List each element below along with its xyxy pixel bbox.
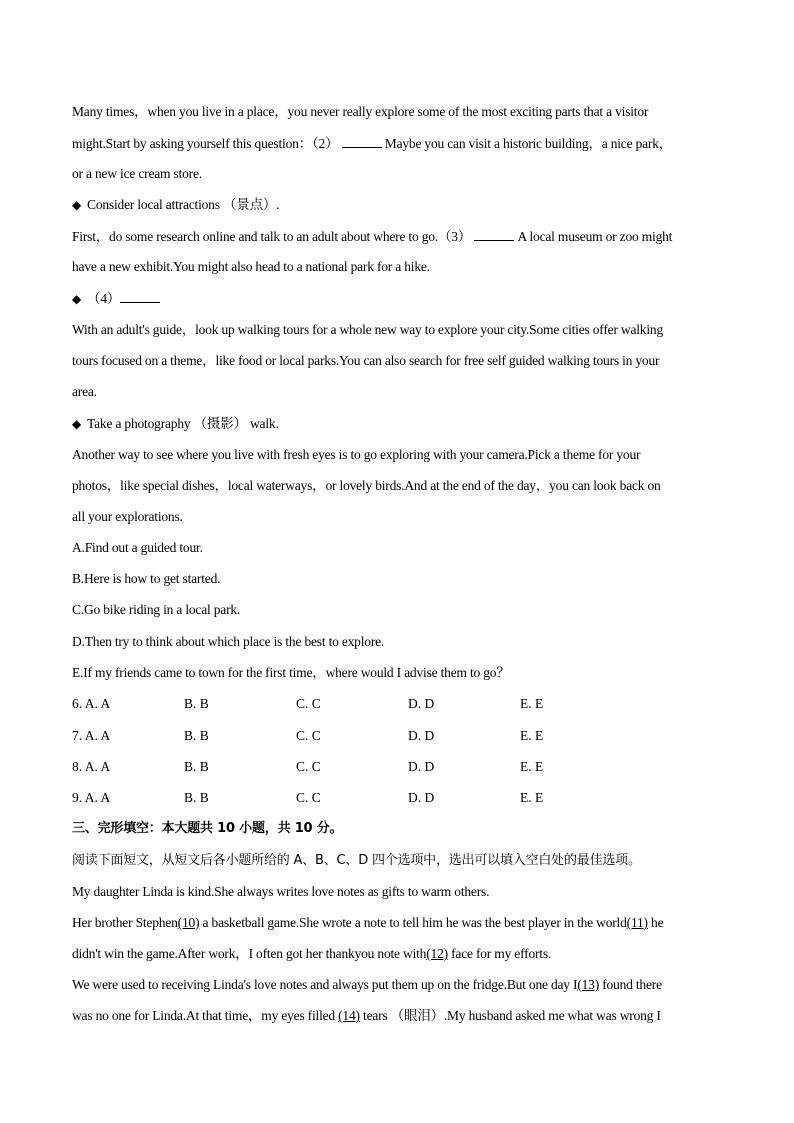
section-heading bbox=[72, 414, 279, 434]
option-c[interactable]: C. C bbox=[296, 696, 321, 711]
text-span: face for my efforts. bbox=[447, 946, 552, 961]
text-span: 三、完形填空：本大题共 bbox=[72, 821, 213, 836]
heading-text: （4） bbox=[87, 291, 121, 306]
option-a[interactable]: 9. A. A bbox=[72, 790, 111, 805]
option-a[interactable]: 6. A. A bbox=[72, 696, 111, 711]
text-span: 10 bbox=[294, 821, 313, 836]
choice-option: E.If my friends came to town for the first time，where would I advise them to go？ bbox=[72, 665, 510, 680]
option-d[interactable]: D. D bbox=[408, 790, 435, 805]
option-d[interactable]: D. D bbox=[408, 696, 435, 711]
paragraph-line: have a new exhibit.You might also head to a national park for a hike. bbox=[72, 259, 430, 274]
heading-text: Take a photography （摄影） walk. bbox=[87, 416, 279, 431]
diamond-bullet-icon: ◆ bbox=[72, 417, 82, 431]
instruction-text: 阅读下面短文，从短文后各小题所给的 A、B、C、D 四个选项中，选出可以填入空白处的最佳选项。 bbox=[72, 853, 641, 868]
section-title bbox=[72, 819, 342, 839]
text-span: a basketball game.She wrote a note to tell him he was the best player in the world bbox=[199, 915, 627, 930]
option-d[interactable]: D. D bbox=[408, 759, 435, 774]
option-a[interactable]: 8. A. A bbox=[72, 759, 111, 774]
option-c[interactable]: C. C bbox=[296, 728, 321, 743]
paragraph-line: My daughter Linda is kind.She always writes love notes as gifts to warm others. bbox=[72, 884, 490, 899]
paragraph-line: or a new ice cream store. bbox=[72, 166, 202, 181]
paragraph-line: tours focused on a theme，like food or local parks.You can also search for free self guided walking tours in your bbox=[72, 353, 660, 368]
option-b[interactable]: B. B bbox=[184, 696, 209, 711]
text-span: We were used to receiving Linda's love notes and always put them up on the fridge.But one day I bbox=[72, 977, 578, 992]
diamond-bullet-icon: ◆ bbox=[72, 198, 82, 212]
blank-number: (13) bbox=[577, 977, 600, 992]
option-c[interactable]: C. C bbox=[296, 790, 321, 805]
text-span: didn't win the game.After work，I often got her thankyou note with bbox=[72, 946, 427, 961]
text-span: 10 bbox=[217, 821, 235, 836]
text-span: 小题，共 bbox=[239, 821, 291, 836]
paragraph-line bbox=[72, 133, 672, 154]
text-span: tears （眼泪）.My husband asked me what was wrong I bbox=[359, 1008, 661, 1023]
text-span: was no one for Linda.At that time，my eyes filled bbox=[72, 1008, 339, 1023]
answer-blank bbox=[474, 226, 514, 241]
choice-option: D.Then try to think about which place is the best to explore. bbox=[72, 634, 385, 649]
paragraph-line bbox=[72, 913, 663, 933]
paragraph-line bbox=[72, 975, 662, 995]
paragraph-line: photos，like special dishes，local waterways，or lovely birds.And at the end of the day，you can look back on bbox=[72, 478, 661, 493]
option-c[interactable]: C. C bbox=[296, 759, 321, 774]
option-e[interactable]: E. E bbox=[520, 759, 544, 774]
paragraph-line: Many times，when you live in a place，you never really explore some of the most exciting parts that a visitor bbox=[72, 104, 649, 119]
option-e[interactable]: E. E bbox=[520, 790, 544, 805]
text-span: might.Start by asking yourself this question：（2） bbox=[72, 136, 339, 151]
text-span: Maybe you can visit a historic building，a nice park， bbox=[384, 136, 673, 151]
blank-number: (14) bbox=[338, 1008, 360, 1023]
paragraph-line bbox=[72, 226, 672, 247]
option-d[interactable]: D. D bbox=[408, 728, 435, 743]
paragraph-line: Another way to see where you live with fresh eyes is to go exploring with your camera.Pick a theme for your bbox=[72, 447, 641, 462]
answer-blank bbox=[342, 133, 382, 148]
section-heading bbox=[72, 288, 160, 309]
option-b[interactable]: B. B bbox=[184, 728, 209, 743]
blank-number: (12) bbox=[426, 946, 448, 961]
paragraph-line: With an adult's guide，look up walking tours for a whole new way to explore your city.Some cities offer walking bbox=[72, 322, 664, 337]
heading-text: Consider local attractions （景点）. bbox=[87, 197, 280, 212]
paragraph-line: area. bbox=[72, 384, 97, 399]
blank-number: (10) bbox=[177, 915, 200, 930]
diamond-bullet-icon: ◆ bbox=[72, 292, 82, 306]
section-heading bbox=[72, 195, 279, 215]
blank-number: (11) bbox=[626, 915, 648, 930]
answer-blank bbox=[120, 288, 160, 303]
text-span: Her brother Stephen bbox=[72, 915, 178, 930]
option-e[interactable]: E. E bbox=[520, 696, 544, 711]
text-span: he bbox=[647, 915, 664, 930]
option-e[interactable]: E. E bbox=[520, 728, 544, 743]
choice-option: C.Go bike riding in a local park. bbox=[72, 602, 241, 617]
text-span: A local museum or zoo might bbox=[517, 229, 673, 244]
text-span: found there bbox=[599, 977, 662, 992]
text-span: 分。 bbox=[316, 821, 343, 836]
paragraph-line: all your explorations. bbox=[72, 509, 183, 524]
option-b[interactable]: B. B bbox=[184, 790, 209, 805]
option-a[interactable]: 7. A. A bbox=[72, 728, 111, 743]
paragraph-line bbox=[72, 944, 551, 964]
choice-option: B.Here is how to get started. bbox=[72, 571, 221, 586]
choice-option: A.Find out a guided tour. bbox=[72, 540, 203, 555]
paragraph-line bbox=[72, 1006, 661, 1026]
text-span: First，do some research online and talk to an adult about where to go.（3） bbox=[72, 229, 472, 244]
option-b[interactable]: B. B bbox=[184, 759, 209, 774]
